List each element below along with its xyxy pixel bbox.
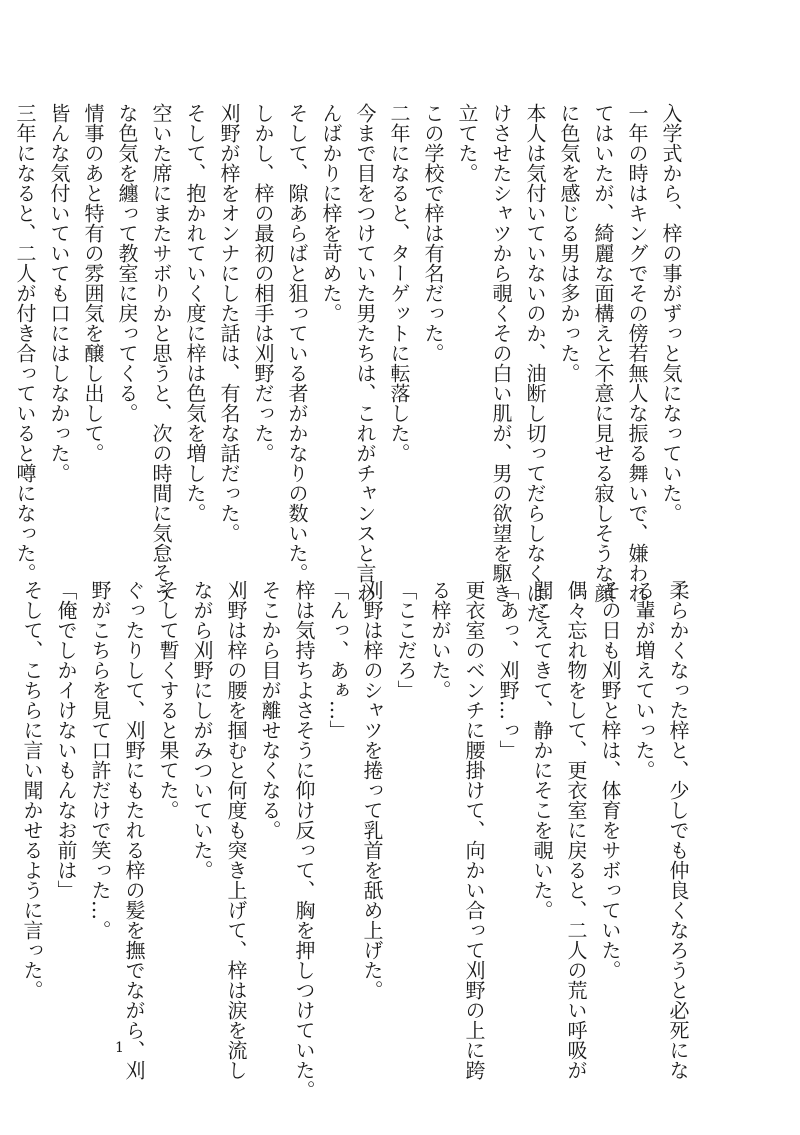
text-line: 「ここだろ」 (394, 580, 418, 700)
text-line: しかし、梓の最初の相手は刈野だった。 (251, 103, 275, 463)
text-line: ながら刈野にしがみついていた。 (190, 580, 214, 880)
page-number: 1 (115, 1040, 124, 1056)
text-line: この学校で梓は有名だった。 (421, 103, 445, 363)
bottom-text-block (20, 580, 695, 1100)
text-line: 刈野は梓の腰を掴むと何度も突き上げて、梓は涙を流し (224, 580, 248, 1080)
text-line: そして、こちらに言い聞かせるように言った。 (20, 580, 44, 1000)
text-line: 入学式から、梓の事がずっと気になっていた。 (659, 103, 683, 523)
text-line: その日も刈野と梓は、体育をサボっていた。 (598, 580, 622, 980)
text-line: 聞こえてきて、静かにそこを覗いた。 (530, 580, 554, 920)
text-line: そこから目が離せなくなる。 (258, 580, 282, 840)
text-line: 皆んな気付いていても口にはしなかった。 (47, 103, 71, 483)
text-line: 野がこちらを見て口許だけで笑った…。 (88, 580, 112, 940)
text-line: る梓がいた。 (428, 580, 452, 700)
text-line: 柔らかくなった梓と、少しでも仲良くなろうと必死にな (666, 580, 690, 1080)
text-line: 立てた。 (455, 103, 479, 183)
text-line: 偶々忘れ物をして、更衣室に戻ると、二人の荒い呼吸が (564, 580, 588, 1080)
text-line: けさせたシャツから覗くその白い肌が、男の欲望を駆き (489, 103, 513, 603)
text-line: んばかりに梓を苛めた。 (319, 103, 343, 323)
text-line: 刈野が梓をオンナにした話は、有名な話だった。 (217, 103, 241, 543)
text-line: 更衣室のベンチに腰掛けて、向かい合って刈野の上に跨 (462, 580, 486, 1080)
text-line: てはいたが、綺麗な面構えと不意に見せる寂しそうな顔 (591, 103, 615, 603)
text-line: な色気を纏って教室に戻ってくる。 (115, 103, 139, 423)
text-line: 「んっ、あぁ…」 (326, 580, 350, 740)
text-line: そして、隙あらばと狙っている者がかなりの数いた。 (285, 103, 309, 583)
text-line: 梓は気持ちよさそうに仰け反って、胸を押しつけていた。 (292, 580, 316, 1100)
text-line: 本人は気付いていないのか、油断し切ってだらしなくはだ (523, 103, 547, 623)
text-line: 一年の時はキングでその傍若無人な振る舞いで、嫌われ (625, 103, 649, 603)
top-text-block (13, 103, 688, 623)
text-line: 今まで目をつけていた男たちは、これがチャンスと言わ (353, 103, 377, 603)
text-line: 二年になると、ターゲットに転落した。 (387, 103, 411, 463)
text-line: 「俺でしかイけないもんなお前は」 (54, 580, 78, 900)
text-line: に色気を感じる男は多かった。 (557, 103, 581, 383)
text-line: 三年になると、二人が付き合っていると噂になった。 (13, 103, 37, 583)
text-line: 情事のあと特有の雰囲気を醸し出して。 (81, 103, 105, 463)
text-line: 「あっ、刈野…っ」 (496, 580, 520, 760)
text-line: 刈野は梓のシャツを捲って乳首を舐め上げた。 (360, 580, 384, 1000)
text-line: 空いた席にまたサボりかと思うと、次の時間に気怠そう (149, 103, 173, 603)
text-line: る輩が増えていった。 (632, 580, 656, 780)
text-line: そして、抱かれていく度に梓は色気を増した。 (183, 103, 207, 523)
text-line: ぐったりして、刈野にもたれる梓の髪を撫でながら、刈 (122, 580, 146, 1080)
text-line: そして暫くすると果てた。 (156, 580, 180, 820)
